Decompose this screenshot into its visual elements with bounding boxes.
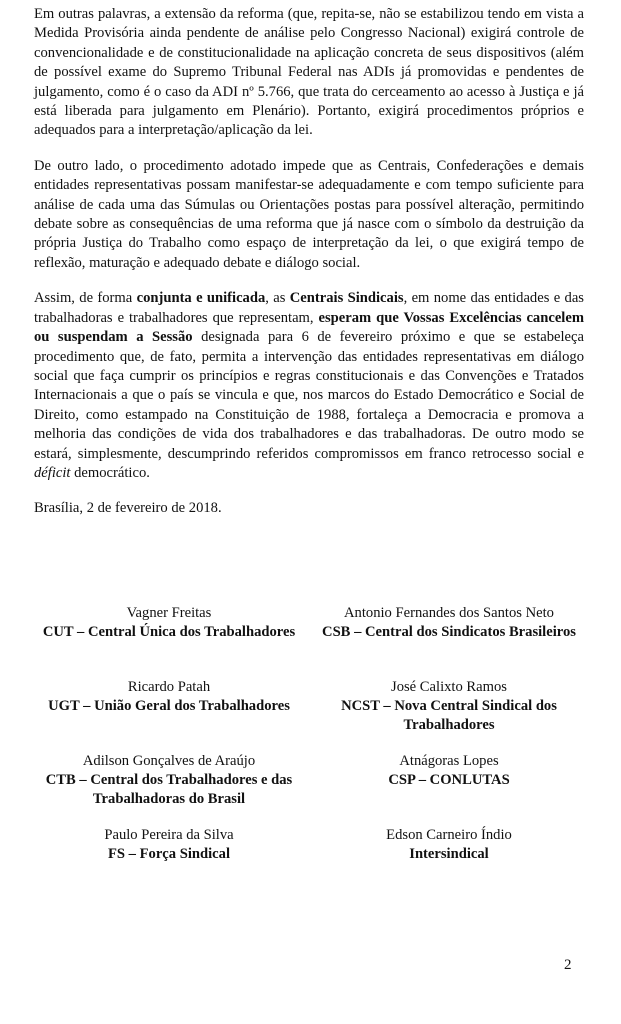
date-line: Brasília, 2 de fevereiro de 2018. (34, 500, 222, 517)
text-run: Assim, de forma (34, 290, 137, 307)
signature-row (34, 826, 584, 900)
signature-block (34, 604, 584, 900)
signatory-organization: Intersindical (409, 846, 489, 862)
paragraph-2 (34, 157, 584, 273)
bold-text-run: Centrais Sindicais (289, 290, 404, 307)
signature-csb (314, 604, 584, 678)
signatory-name: Edson Carneiro Índio (386, 827, 512, 843)
italic-text-run: déficit (34, 464, 71, 481)
signatory-name: Ricardo Patah (127, 679, 211, 695)
text-run: designada para 6 de fevereiro próximo e que se estabeleça procedimento que, de fato, permita a intervenção das entidades representativas em diálogo social que faça cumprir os princípios e regras constitucionais e das Convenções e Tratados Internacionais a que o país se vincula e que, nos marcos do Estado Democrático e Social de Direito, como estampado na Constituição de 1988, fortaleça a Democracia e promova a melhoria das condições de vida dos trabalhadores e das trabalhadoras. De outro modo se estará, simplesmente, descumprindo referidos compromissos em franco retrocesso social e (34, 329, 584, 462)
signatory-organization: FS – Força Sindical (107, 846, 231, 862)
bold-text-run: conjunta e unificada (136, 290, 266, 307)
signatory-name: Vagner Freitas (126, 605, 212, 621)
signatory-organization: NCST – Nova Central Sindical dos Trabalhadores (341, 698, 557, 733)
signatory-organization: UGT – União Geral dos Trabalhadores (48, 698, 290, 714)
text-run: De outro lado, o procedimento adotado impede que as Centrais, Confederações e demais entidades representativas possam manifestar-se adequadamente e com tempo suficiente para análise de cada uma das Súmulas ou Orientações postas para possível alteração, permitindo debate sobre as consequências de uma reforma que já nasce com o símbolo da destruição da própria Justiça do Trabalho como espaço de interpretação da lei, o que exigirá tempo de reflexão, maturação e adequado debate e diálogo social. (34, 157, 584, 271)
signature-row (34, 752, 584, 826)
signatory-name: José Calixto Ramos (391, 679, 507, 695)
signatory-organization: CSP – CONLUTAS (388, 772, 510, 788)
bold-text-run: esperam que Vossas Excelências cancelem ou suspendam a Sessão (34, 309, 584, 346)
signatory-name: Adilson Gonçalves de Araújo (82, 753, 256, 769)
signatory-name: Antonio Fernandes dos Santos Neto (344, 605, 554, 621)
signatory-organization: CUT – Central Única dos Trabalhadores (42, 624, 296, 640)
body-text (34, 5, 584, 519)
text-run: Em outras palavras, a extensão da reforma (que, repita-se, não se estabilizou tendo em vista a Medida Provisória ainda pendente de análise pelo Congresso Nacional) exigirá controle de convencionalidade e de constitucionalidade na aplicação concreta de seus dispositivos (além de possível exame do Supremo Tribunal Federal nas ADIs já promovidas e pendentes de julgamento, como é o caso da ADI nº 5.766, que trata do cerceamento ao acesso à Justiça e já está liberada para julgamento em Plenário). Portanto, exigirá procedimentos próprios e adequados para a interpretação/aplicação da lei. (34, 6, 584, 139)
signature-fs (34, 826, 304, 900)
page-number: 2 (564, 957, 572, 973)
signatory-organization: CTB – Central dos Trabalhadores e das Trabalhadoras do Brasil (45, 772, 293, 807)
signature-ncst (314, 678, 584, 752)
signatory-name: Paulo Pereira da Silva (104, 827, 234, 843)
signature-intersindical (314, 826, 584, 900)
signatory-name: Atnágoras Lopes (399, 753, 499, 769)
signature-ctb (34, 752, 304, 826)
signature-cut (34, 604, 304, 678)
paragraph-3 (34, 289, 584, 483)
signature-row (34, 604, 584, 678)
text-run: , em nome das entidades e das trabalhadoras e trabalhadores que representam, (34, 290, 584, 326)
signatory-organization: CSB – Central dos Sindicatos Brasileiros (322, 624, 576, 640)
paragraph-1 (34, 5, 584, 141)
text-run: , as (265, 290, 290, 307)
text-run: democrático. (70, 464, 150, 481)
signature-row (34, 678, 584, 752)
signature-csp-conlutas (314, 752, 584, 826)
signature-ugt (34, 678, 304, 752)
